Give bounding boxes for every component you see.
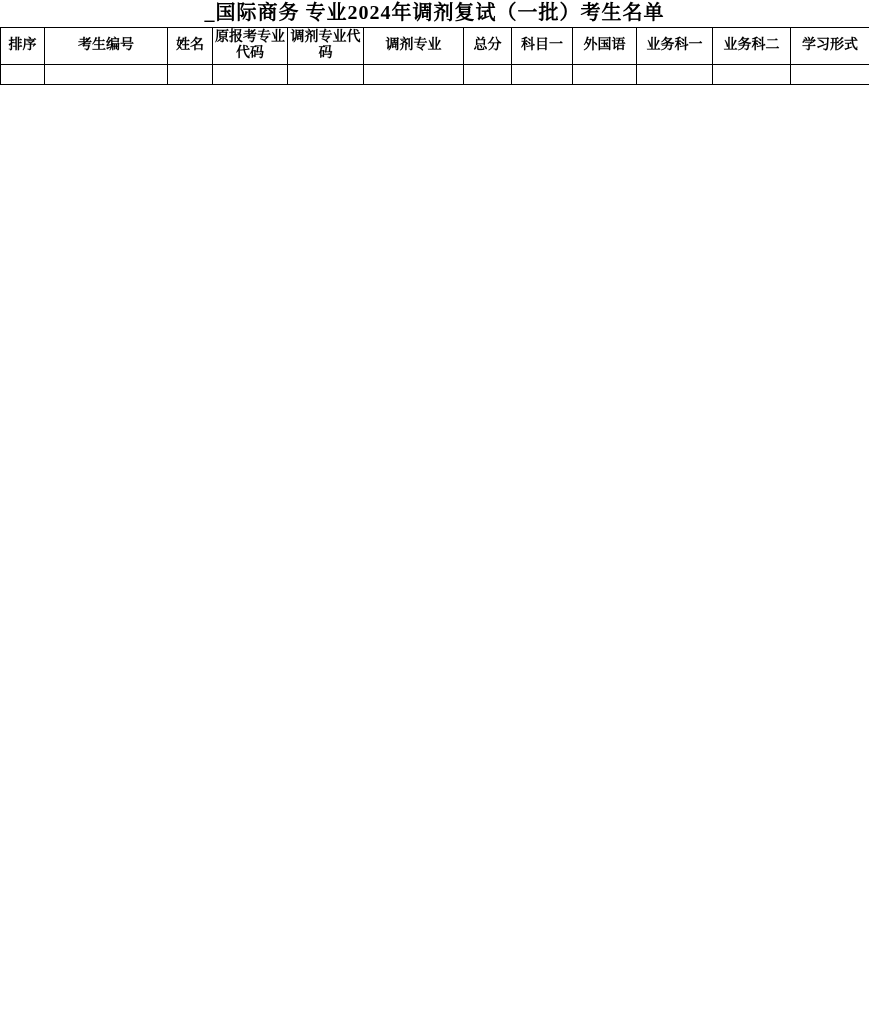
empty-cell — [512, 65, 573, 85]
empty-cell — [364, 65, 464, 85]
column-header-foreign-language-score: 外国语 — [573, 28, 637, 65]
column-header-business2-score: 业务科二 — [713, 28, 791, 65]
column-header-adjust-major: 调剂专业 — [364, 28, 464, 65]
column-header-rank: 排序 — [1, 28, 45, 65]
column-header-adjust-major-code: 调剂专业代码 — [288, 28, 364, 65]
empty-cell — [713, 65, 791, 85]
column-header-candidate-id: 考生编号 — [45, 28, 168, 65]
spreadsheet — [0, 0, 869, 85]
empty-cell — [464, 65, 512, 85]
column-header-study-mode: 学习形式 — [791, 28, 869, 65]
column-header-name: 姓名 — [168, 28, 213, 65]
column-header-total-score: 总分 — [464, 28, 512, 65]
empty-cell — [573, 65, 637, 85]
page-title: _国际商务 专业2024年调剂复试（一批）考生名单 — [204, 2, 665, 24]
empty-cell — [213, 65, 288, 85]
empty-cell — [45, 65, 168, 85]
header-row — [1, 28, 869, 65]
candidates-table — [0, 27, 869, 85]
empty-cell — [1, 65, 45, 85]
empty-cell — [168, 65, 213, 85]
column-header-original-major-code: 原报考专业代码 — [213, 28, 288, 65]
empty-row — [1, 65, 869, 85]
empty-cell — [637, 65, 713, 85]
column-header-subject1-score: 科目一 — [512, 28, 573, 65]
empty-cell — [791, 65, 869, 85]
column-header-business1-score: 业务科一 — [637, 28, 713, 65]
empty-cell — [288, 65, 364, 85]
